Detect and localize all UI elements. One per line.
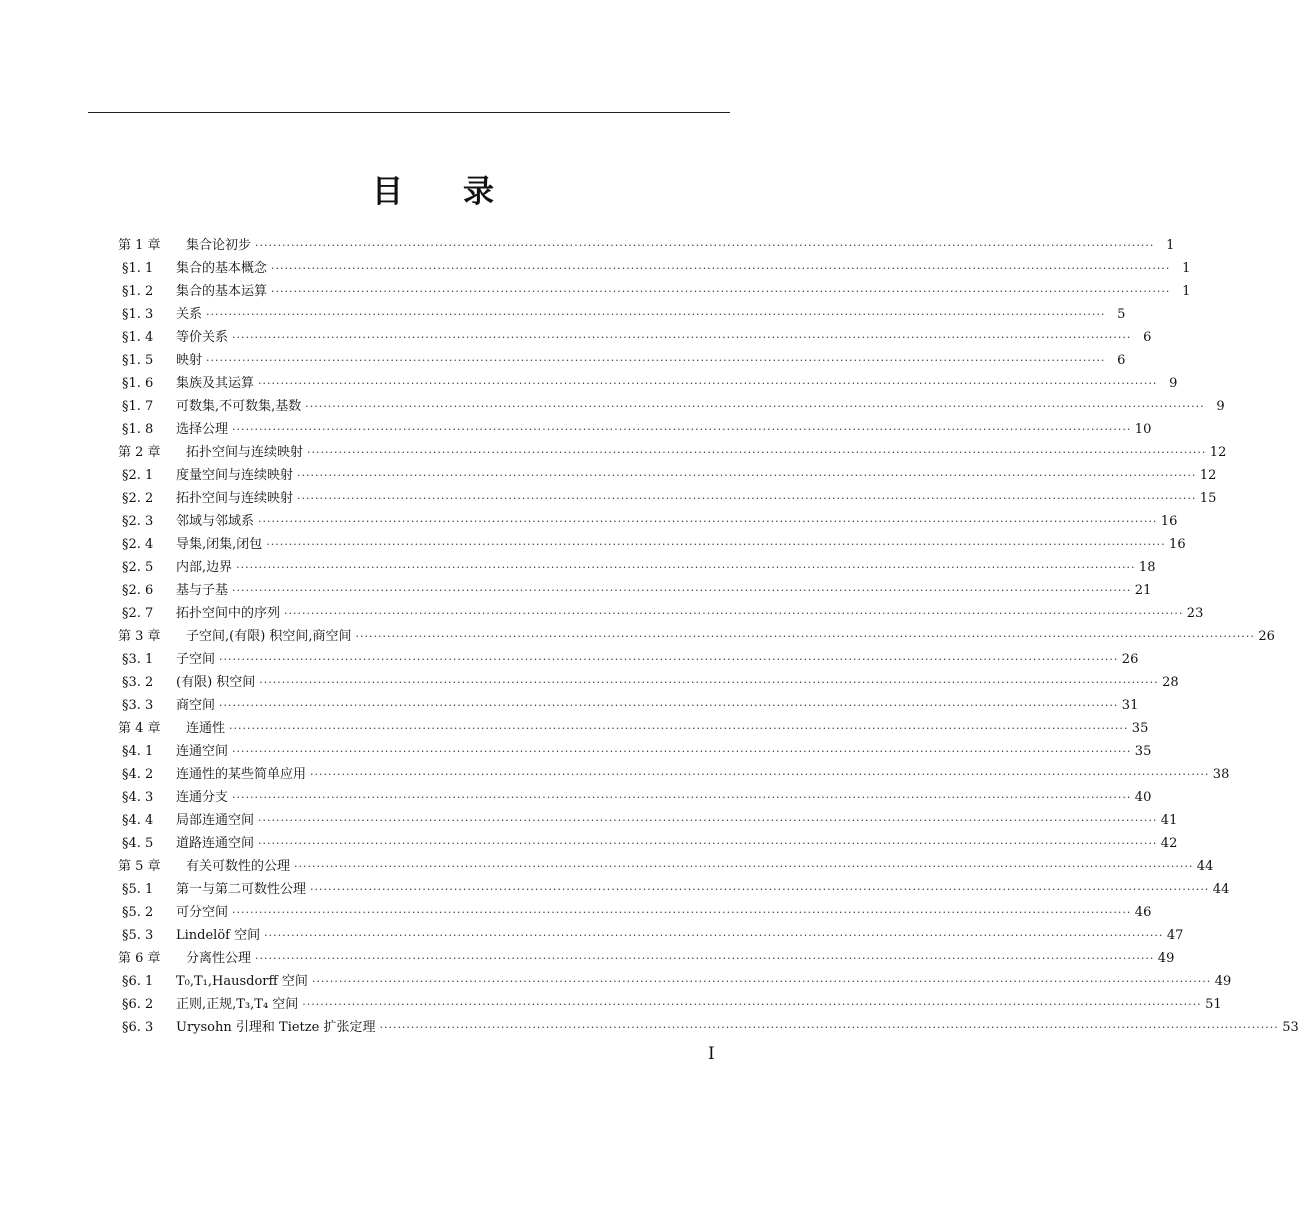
toc-dot-leader: ········································································································································································································ xyxy=(232,584,1132,597)
toc-section-entry[interactable] xyxy=(118,510,1178,533)
toc-entry-number: §6. 2 xyxy=(122,997,154,1012)
toc-entry-title: 正则,正规,T₃,T₄ 空间 xyxy=(176,997,299,1012)
toc-entry-number: §1. 4 xyxy=(122,330,154,345)
toc-entry-page: 35 xyxy=(1131,721,1149,736)
toc-section-entry[interactable] xyxy=(118,694,1139,717)
toc-section-entry[interactable] xyxy=(118,464,1217,487)
toc-dot-leader: ········································································································································································································ xyxy=(258,377,1158,390)
toc-dot-leader: ········································································································································································································ xyxy=(271,262,1171,275)
toc-entry-title: 邻域与邻域系 xyxy=(176,514,255,529)
toc-dot-leader: ········································································································································································································ xyxy=(232,791,1132,804)
toc-entry-title: 子空间 xyxy=(176,652,216,667)
toc-entry-page: 6 xyxy=(1117,353,1126,368)
toc-entry-page: 12 xyxy=(1199,468,1217,483)
toc-entry-number: §6. 1 xyxy=(122,974,154,989)
toc-entry-number: §3. 2 xyxy=(122,675,154,690)
toc-entry-page: 18 xyxy=(1138,560,1156,575)
toc-dot-leader: ········································································································································································································ xyxy=(255,239,1155,252)
toc-entry-title: 有关可数性的公理 xyxy=(186,859,291,874)
toc-entry-number: §2. 2 xyxy=(122,491,154,506)
toc-entry-title: 选择公理 xyxy=(176,422,229,437)
toc-entry-number: 第 2 章 xyxy=(118,445,161,460)
toc-entry-title: 连通分支 xyxy=(176,790,229,805)
toc-entry-page: 10 xyxy=(1134,422,1152,437)
toc-dot-leader: ········································································································································································································ xyxy=(259,676,1159,689)
toc-entry-page: 31 xyxy=(1121,698,1139,713)
toc-dot-leader: ········································································································································································································ xyxy=(379,1021,1279,1034)
page-title xyxy=(0,170,868,214)
toc-entry-page: 42 xyxy=(1160,836,1178,851)
toc-entry-number: §4. 4 xyxy=(122,813,154,828)
toc-entry-page: 9 xyxy=(1169,376,1178,391)
toc-dot-leader: ········································································································································································································ xyxy=(232,331,1132,344)
toc-entry-page: 41 xyxy=(1160,813,1178,828)
toc-entry-number: §1. 6 xyxy=(122,376,154,391)
toc-entry-title: T₀,T₁,Hausdorff 空间 xyxy=(176,974,308,989)
toc-entry-page: 1 xyxy=(1166,238,1175,253)
toc-entry-title: 拓扑空间与连续映射 xyxy=(176,491,294,506)
toc-section-entry[interactable] xyxy=(118,303,1126,326)
toc-section-entry[interactable] xyxy=(118,326,1152,349)
toc-section-entry[interactable] xyxy=(118,533,1186,556)
toc-chapter-entry[interactable] xyxy=(118,441,1227,464)
toc-section-entry[interactable] xyxy=(118,395,1225,418)
toc-entry-page: 53 xyxy=(1282,1020,1299,1035)
toc-chapter-entry[interactable] xyxy=(118,947,1175,970)
toc-entry-page: 21 xyxy=(1134,583,1152,598)
toc-section-entry[interactable] xyxy=(118,418,1152,441)
toc-entry-title: 映射 xyxy=(176,353,203,368)
toc-entry-page: 28 xyxy=(1162,675,1179,690)
toc-entry-title: 分离性公理 xyxy=(186,951,252,966)
toc-entry-page: 47 xyxy=(1166,928,1184,943)
toc-entry-title: Urysohn 引理和 Tietze 扩张定理 xyxy=(176,1020,376,1035)
toc-entry-number: §2. 5 xyxy=(122,560,154,575)
toc-section-entry[interactable] xyxy=(118,671,1179,694)
toc-entry-number: §2. 6 xyxy=(122,583,154,598)
toc-entry-number: §6. 3 xyxy=(122,1020,154,1035)
toc-section-entry[interactable] xyxy=(118,809,1178,832)
toc-entry-page: 12 xyxy=(1209,445,1227,460)
toc-entry-number: §2. 1 xyxy=(122,468,154,483)
toc-dot-leader: ········································································································································································································ xyxy=(310,883,1210,896)
toc-dot-leader: ········································································································································································································ xyxy=(284,607,1184,620)
toc-entry-page: 51 xyxy=(1205,997,1222,1012)
toc-entry-number: §3. 1 xyxy=(122,652,154,667)
toc-entry-title: 拓扑空间与连续映射 xyxy=(186,445,304,460)
toc-chapter-entry[interactable] xyxy=(118,717,1149,740)
toc-entry-title: 集族及其运算 xyxy=(176,376,255,391)
toc-entry-number: §4. 5 xyxy=(122,836,154,851)
toc-dot-leader: ········································································································································································································ xyxy=(305,400,1205,413)
toc-entry-number: §4. 1 xyxy=(122,744,154,759)
toc-entry-title: 局部连通空间 xyxy=(176,813,255,828)
toc-entry-number: 第 3 章 xyxy=(118,629,161,644)
toc-entry-number: 第 6 章 xyxy=(118,951,161,966)
toc-section-entry[interactable] xyxy=(118,970,1232,993)
toc-entry-page: 49 xyxy=(1214,974,1232,989)
toc-entry-title: (有限) 积空间 xyxy=(176,675,256,690)
toc-entry-number: §1. 1 xyxy=(122,261,154,276)
toc-dot-leader: ········································································································································································································ xyxy=(294,860,1194,873)
toc-chapter-entry[interactable] xyxy=(118,234,1175,257)
toc-dot-leader: ········································································································································································································ xyxy=(236,561,1136,574)
toc-entry-page: 5 xyxy=(1117,307,1126,322)
toc-section-entry[interactable] xyxy=(118,901,1152,924)
toc-section-entry[interactable] xyxy=(118,372,1178,395)
toc-dot-leader: ········································································································································································································ xyxy=(264,929,1164,942)
toc-entry-number: §1. 7 xyxy=(122,399,154,414)
title-char-1: 目 xyxy=(372,174,405,210)
toc-section-entry[interactable] xyxy=(118,832,1178,855)
title-char-2: 录 xyxy=(463,174,496,210)
toc-section-entry[interactable] xyxy=(118,993,1222,1016)
toc-dot-leader: ········································································································································································································ xyxy=(206,308,1106,321)
toc-entry-title: 道路连通空间 xyxy=(176,836,255,851)
toc-entry-number: 第 4 章 xyxy=(118,721,161,736)
toc-entry-page: 26 xyxy=(1121,652,1139,667)
toc-dot-leader: ········································································································································································································ xyxy=(311,975,1212,988)
toc-entry-title: 导集,闭集,闭包 xyxy=(176,537,263,552)
toc-entry-number: §4. 3 xyxy=(122,790,154,805)
toc-entry-page: 16 xyxy=(1160,514,1178,529)
toc-entry-title: 拓扑空间中的序列 xyxy=(176,606,281,621)
toc-entry-title: 集合的基本运算 xyxy=(176,284,268,299)
toc-entry-title: 度量空间与连续映射 xyxy=(176,468,294,483)
toc-dot-leader: ········································································································································································································ xyxy=(297,469,1197,482)
toc-entry-page: 46 xyxy=(1134,905,1152,920)
toc-section-entry[interactable] xyxy=(118,280,1191,303)
toc-entry-title: 可分空间 xyxy=(176,905,229,920)
toc-section-entry[interactable] xyxy=(118,1016,1299,1039)
toc-entry-number: §1. 3 xyxy=(122,307,154,322)
toc-entry-number: 第 5 章 xyxy=(118,859,161,874)
toc-section-entry[interactable] xyxy=(118,602,1204,625)
toc-section-entry[interactable] xyxy=(118,556,1156,579)
toc-dot-leader: ········································································································································································································ xyxy=(232,906,1132,919)
toc-dot-leader: ········································································································································································································ xyxy=(258,837,1158,850)
toc-entry-title: 第一与第二可数性公理 xyxy=(176,882,307,897)
toc-entry-page: 44 xyxy=(1212,882,1230,897)
toc-entry-number: §4. 2 xyxy=(122,767,154,782)
toc-entry-number: §3. 3 xyxy=(122,698,154,713)
toc-dot-leader: ········································································································································································································ xyxy=(271,285,1171,298)
toc-entry-number: §5. 1 xyxy=(122,882,154,897)
toc-entry-number: §1. 2 xyxy=(122,284,154,299)
toc-entry-title: 基与子基 xyxy=(176,583,229,598)
toc-entry-page: 26 xyxy=(1258,629,1275,644)
toc-entry-number: §1. 5 xyxy=(122,353,154,368)
toc-entry-number: §5. 3 xyxy=(122,928,154,943)
toc-dot-leader: ········································································································································································································ xyxy=(229,722,1129,735)
toc-dot-leader: ········································································································································································································ xyxy=(297,492,1197,505)
toc-entry-page: 44 xyxy=(1196,859,1214,874)
toc-entry-page: 40 xyxy=(1134,790,1152,805)
toc-entry-page: 49 xyxy=(1157,951,1175,966)
toc-entry-title: 可数集,不可数集,基数 xyxy=(176,399,302,414)
toc-entry-number: §5. 2 xyxy=(122,905,154,920)
toc-entry-page: 35 xyxy=(1134,744,1152,759)
toc-entry-title: 关系 xyxy=(176,307,203,322)
toc-dot-leader: ········································································································································································································ xyxy=(302,998,1202,1011)
toc-entry-number: §2. 3 xyxy=(122,514,154,529)
toc-entry-title: 商空间 xyxy=(176,698,216,713)
toc-section-entry[interactable] xyxy=(118,878,1230,901)
toc-section-entry[interactable] xyxy=(118,579,1152,602)
toc-dot-leader: ········································································································································································································ xyxy=(310,768,1210,781)
toc-entry-title: 连通性的某些简单应用 xyxy=(176,767,307,782)
toc-entry-page: 23 xyxy=(1186,606,1204,621)
header-rule xyxy=(88,112,730,113)
toc-entry-number: §1. 8 xyxy=(122,422,154,437)
toc-entry-title: 集合论初步 xyxy=(186,238,252,253)
table-of-contents xyxy=(118,234,1299,1039)
toc-chapter-entry[interactable] xyxy=(118,625,1275,648)
toc-entry-title: 等价关系 xyxy=(176,330,229,345)
toc-entry-page: 15 xyxy=(1199,491,1217,506)
toc-dot-leader: ········································································································································································································ xyxy=(258,814,1158,827)
toc-dot-leader: ········································································································································································································ xyxy=(206,354,1106,367)
page-number: I xyxy=(708,1044,715,1064)
toc-entry-page: 1 xyxy=(1182,261,1191,276)
toc-entry-title: 内部,边界 xyxy=(176,560,233,575)
toc-section-entry[interactable] xyxy=(118,924,1184,947)
toc-section-entry[interactable] xyxy=(118,257,1191,280)
toc-entry-title: 子空间,(有限) 积空间,商空间 xyxy=(186,629,352,644)
toc-dot-leader: ········································································································································································································ xyxy=(255,952,1155,965)
toc-section-entry[interactable] xyxy=(118,349,1126,372)
toc-dot-leader: ········································································································································································································ xyxy=(307,446,1207,459)
toc-dot-leader: ········································································································································································································ xyxy=(219,699,1119,712)
toc-entry-page: 16 xyxy=(1169,537,1186,552)
toc-entry-title: 连通空间 xyxy=(176,744,229,759)
toc-section-entry[interactable] xyxy=(118,740,1152,763)
toc-entry-number: 第 1 章 xyxy=(118,238,161,253)
toc-entry-page: 38 xyxy=(1212,767,1230,782)
toc-entry-title: Lindelöf 空间 xyxy=(176,928,261,943)
toc-dot-leader: ········································································································································································································ xyxy=(232,745,1132,758)
toc-entry-page: 1 xyxy=(1182,284,1191,299)
toc-section-entry[interactable] xyxy=(118,487,1217,510)
toc-entry-title: 集合的基本概念 xyxy=(176,261,268,276)
toc-section-entry[interactable] xyxy=(118,763,1230,786)
toc-dot-leader: ········································································································································································································ xyxy=(266,538,1166,551)
toc-entry-page: 6 xyxy=(1143,330,1152,345)
toc-dot-leader: ········································································································································································································ xyxy=(258,515,1158,528)
toc-entry-page: 9 xyxy=(1216,399,1225,414)
toc-chapter-entry[interactable] xyxy=(118,855,1214,878)
toc-dot-leader: ········································································································································································································ xyxy=(219,653,1119,666)
toc-section-entry[interactable] xyxy=(118,648,1139,671)
toc-section-entry[interactable] xyxy=(118,786,1152,809)
toc-entry-number: §2. 7 xyxy=(122,606,154,621)
toc-entry-title: 连通性 xyxy=(186,721,226,736)
toc-dot-leader: ········································································································································································································ xyxy=(355,630,1255,643)
toc-dot-leader: ········································································································································································································ xyxy=(232,423,1132,436)
toc-entry-number: §2. 4 xyxy=(122,537,154,552)
